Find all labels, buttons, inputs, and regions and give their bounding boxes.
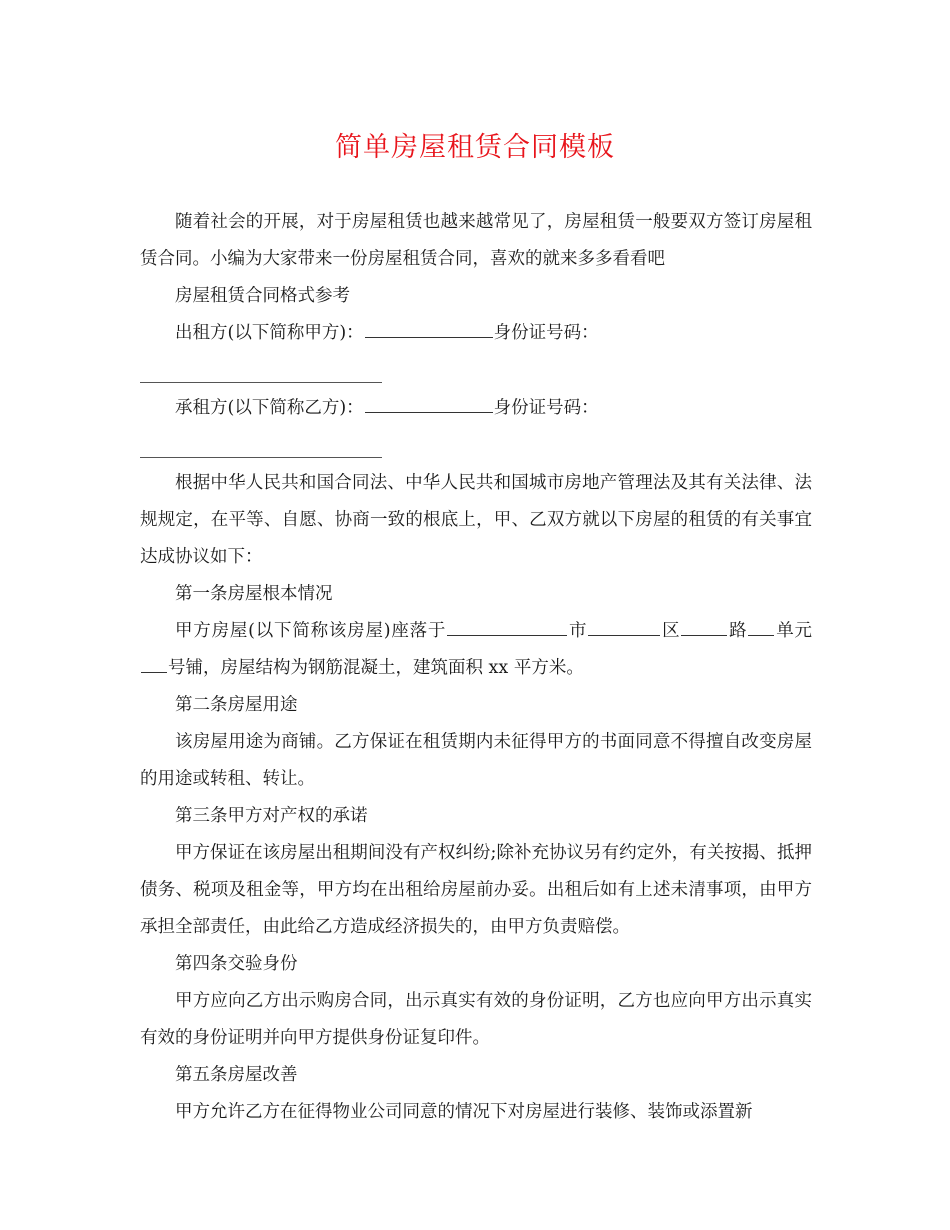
article-4-body: 甲方应向乙方出示购房合同，出示真实有效的身份证明，乙方也应向甲方出示真实有效的身份证明并向甲方提供身份证复印件。 [140, 991, 812, 1048]
lessee-id-blank [140, 427, 382, 458]
city-label: 市 [568, 621, 588, 641]
article-4-title: 第四条交验身份 [175, 954, 298, 974]
lessee-label: 承租方(以下简称乙方)： [175, 398, 364, 418]
lessor-id-label: 身份证号码： [493, 323, 599, 343]
article-2-title: 第二条房屋用途 [175, 695, 298, 715]
building-blank [748, 617, 774, 636]
article-5-body: 甲方允许乙方在征得物业公司同意的情况下对房屋进行装修、装饰或添置新 [175, 1102, 753, 1122]
lessor-line [140, 315, 812, 352]
article-1-body [140, 613, 812, 687]
unit-label: 单元 [775, 621, 813, 641]
district-label: 区 [661, 621, 681, 641]
shop-number-blank [141, 654, 167, 673]
lessor-label: 出租方(以下简称甲方)： [175, 323, 364, 343]
article-3-body: 甲方保证在该房屋出租期间没有产权纠纷;除补充协议另有约定外，有关按揭、抵押债务、税项及租金等，甲方均在出租给房屋前办妥。出租后如有上述未清事项，由甲方承担全部责任，由此给乙方造成经济损失的，由甲方负责赔偿。 [140, 843, 812, 937]
format-reference: 房屋租赁合同格式参考 [175, 286, 350, 306]
document-title: 简单房屋租赁合同模板 [335, 132, 615, 163]
intro-paragraph: 随着社会的开展，对于房屋租赁也越来越常见了，房屋租赁一般要双方签订房屋租赁合同。小编为大家带来一份房屋租赁合同，喜欢的就来多多看看吧 [140, 212, 812, 269]
article-3-title: 第三条甲方对产权的承诺 [175, 806, 368, 826]
article-2-body: 该房屋用途为商铺。乙方保证在租赁期内未征得甲方的书面同意不得擅自改变房屋的用途或转租、转让。 [140, 732, 812, 789]
preamble-paragraph: 根据中华人民共和国合同法、中华人民共和国城市房地产管理法及其有关法律、法规规定，在平等、自愿、协商一致的根底上，甲、乙双方就以下房屋的租赁的有关事宜达成协议如下： [140, 473, 812, 567]
lessee-line [140, 390, 812, 427]
lessee-id-label: 身份证号码： [493, 398, 599, 418]
article-1-title: 第一条房屋根本情况 [175, 584, 333, 604]
lessor-name-blank [365, 319, 493, 338]
article-1-location-text: 甲方房屋(以下简称该房屋)座落于 [175, 621, 447, 641]
article-1-structure-text: 号铺，房屋结构为钢筋混凝土，建筑面积 xx 平方米。 [168, 658, 584, 678]
city-blank [447, 617, 567, 636]
road-blank [681, 617, 727, 636]
document-body [140, 204, 812, 1131]
article-5-title: 第五条房屋改善 [175, 1065, 298, 1085]
lessor-id-blank [140, 352, 382, 383]
road-label: 路 [728, 621, 748, 641]
lessee-name-blank [365, 394, 493, 413]
district-blank [588, 617, 660, 636]
